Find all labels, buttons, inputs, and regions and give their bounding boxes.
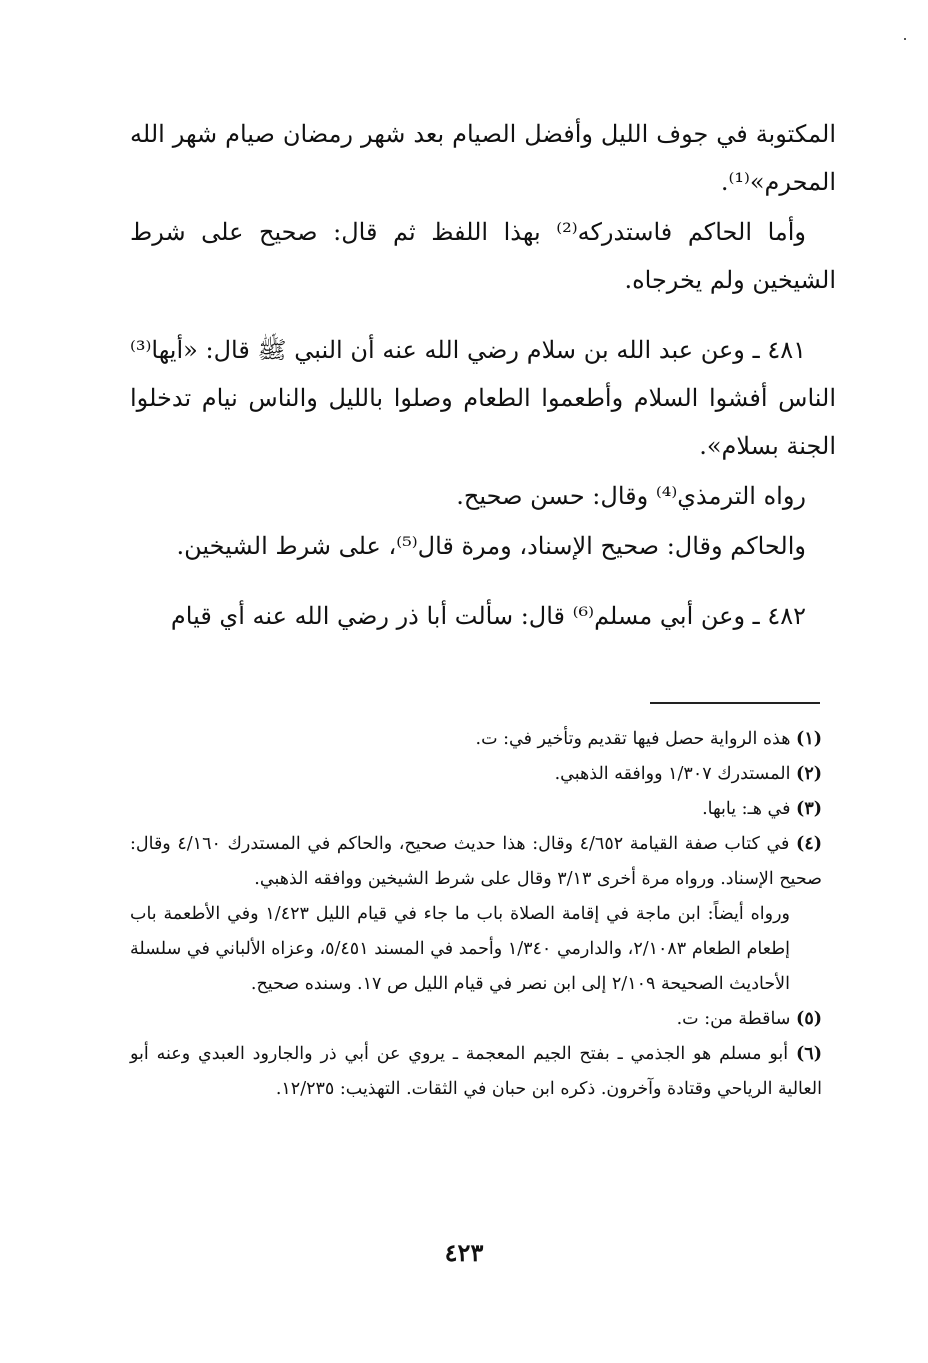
- footnote-text: في هـ: يابها.: [702, 799, 791, 819]
- footnote-separator: [650, 702, 820, 704]
- paragraph-hadith-480-end: المكتوبة في جوف الليل وأفضل الصيام بعد شهر رمضان صيام شهر الله المحرم»⁽¹⁾.: [130, 120, 836, 196]
- footnote-number: (٤): [796, 834, 822, 854]
- footnote-text: ساقطة من: ت.: [676, 1009, 791, 1029]
- footnote-number: (١): [796, 729, 822, 749]
- footnote-text: أبو مسلم هو الجذمي ـ بفتح الجيم المعجمة ـ يروي عن أبي ذر والجارود العبدي وعنه أبو العالية الرياحي وقتادة وآخرون. ذكره ابن حبان في الثقات. التهذيب: ١٢/٢٣٥.: [130, 1044, 822, 1099]
- footnote-3: [130, 792, 822, 827]
- footnote-number: (٢): [796, 764, 822, 784]
- footnote-text: هذه الرواية حصل فيها تقديم وتأخير في: ت.: [475, 729, 791, 749]
- paragraph-hadith-482: ٤٨٢ ـ وعن أبي مسلم⁽⁶⁾ قال: سألت أبا ذر رضي الله عنه أي قيام: [170, 602, 806, 630]
- page-number: ٤٢٣: [444, 1238, 484, 1267]
- paragraph-hakim-note-2: والحاكم وقال: صحيح الإسناد، ومرة قال⁽⁵⁾، على شرط الشيخين.: [176, 532, 806, 560]
- paragraph-hadith-481: ٤٨١ ـ وعن عبد الله بن سلام رضي الله عنه أن النبي ﷺ قال: «أيها⁽³⁾ الناس أفشوا السلام وأطعموا الطعام وصلوا بالليل والناس نيام تدخلوا الجنة بسلام».: [130, 336, 836, 460]
- paragraph-hakim-note: وأما الحاكم فاستدركه⁽²⁾ بهذا اللفظ ثم قال: صحيح على شرط الشيخين ولم يخرجاه.: [130, 218, 836, 294]
- footnote-number: (٣): [796, 799, 822, 819]
- footnote-2: [130, 757, 822, 792]
- footnote-5: [130, 1002, 822, 1037]
- footnote-text: المستدرك ١/٣٠٧ ووافقه الذهبي.: [554, 764, 791, 784]
- footnote-6: [130, 1037, 822, 1107]
- footnote-text: في كتاب صفة القيامة ٤/٦٥٢ وقال: هذا حديث صحيح، والحاكم في المستدرك ٤/١٦٠ وقال: صحيح الإسناد. ورواه مرة أخرى ٣/١٣ وقال على شرط الشيخين ووافقه الذهبي.: [130, 834, 822, 889]
- footnote-4: [130, 827, 822, 897]
- footnotes: [130, 722, 822, 1107]
- scan-speck: [904, 38, 906, 40]
- paragraph-tirmidhi-note: رواه الترمذي⁽⁴⁾ وقال: حسن صحيح.: [456, 482, 806, 510]
- footnote-4-continuation: ورواه أيضاً: ابن ماجة في إقامة الصلاة باب ما جاء في قيام الليل ١/٤٢٣ وفي الأطعمة باب إطعام الطعام ٢/١٠٨٣، والدارمي ١/٣٤٠ وأحمد في المسند ٥/٤٥١، وعزاه الألباني في سلسلة الأحاديث الصحيحة ٢/١٠٩ إلى ابن نصر في قيام الليل ص ١٧. وسنده صحيح.: [130, 904, 790, 994]
- footnote-number: (٥): [796, 1009, 822, 1029]
- footnote-1: [130, 722, 822, 757]
- main-text: [130, 110, 836, 640]
- footnote-number: (٦): [796, 1044, 822, 1064]
